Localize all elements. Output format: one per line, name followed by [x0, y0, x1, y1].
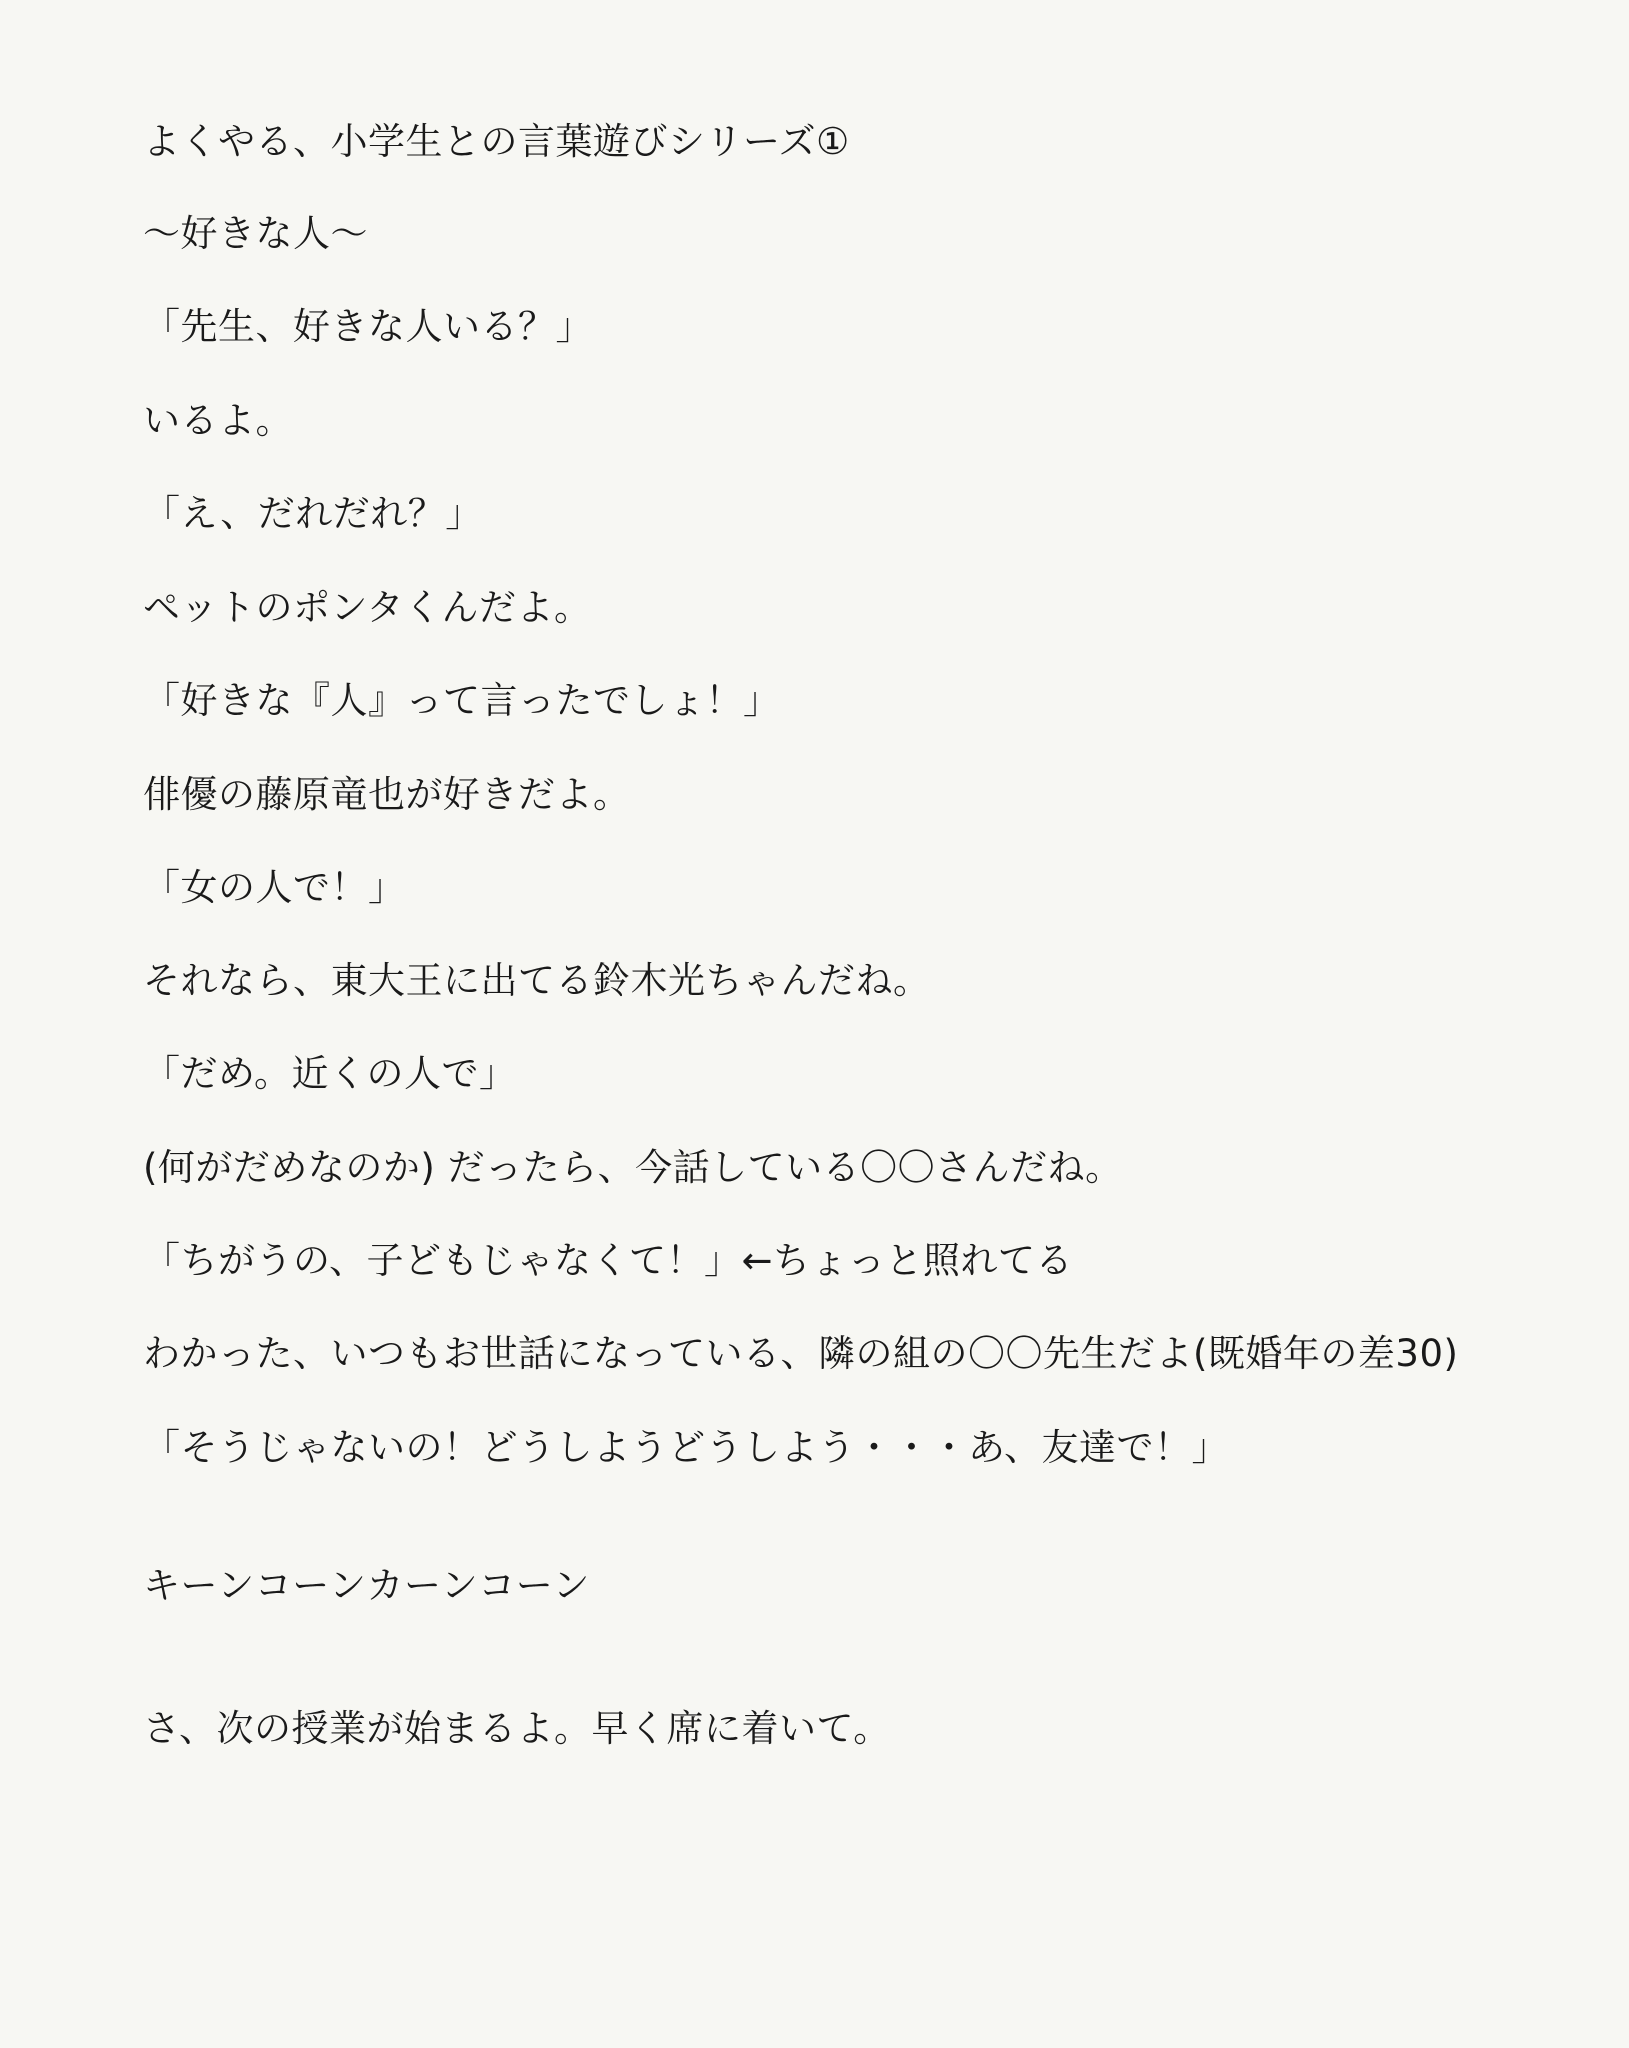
- series-title: よくやる、小学生との言葉遊びシリーズ①: [143, 120, 850, 163]
- text-line: いるよ。: [143, 399, 293, 442]
- text-line: 俳優の藤原竜也が好きだよ。: [143, 773, 631, 816]
- text-line: それなら、東大王に出てる鈴木光ちゃんだね。: [143, 959, 931, 1002]
- closing-line: さ、次の授業が始まるよ。早く席に着いて。: [143, 1707, 891, 1750]
- text-line: ペットのポンタくんだよ。: [143, 586, 592, 629]
- text-line: 「好きな『人』って言ったでしょ！」: [143, 679, 781, 722]
- chime-line: キーンコーンカーンコーン: [143, 1564, 591, 1607]
- topic-subtitle: 〜好きな人〜: [143, 212, 368, 255]
- text-line: わかった、いつもお世話になっている、隣の組の〇〇先生だよ(既婚年の差30): [143, 1332, 1459, 1375]
- text-line: 「そうじゃないの！どうしようどうしよう・・・あ、友達で！」: [143, 1426, 1230, 1469]
- text-line: (何がだめなのか) だったら、今話している〇〇さんだね。: [143, 1146, 1123, 1189]
- text-line: 「ちがうの、子どもじゃなくて！」←ちょっと照れてる: [143, 1239, 1074, 1282]
- text-line: 「え、だれだれ？」: [143, 492, 483, 535]
- text-line: 「だめ。近くの人で」: [143, 1052, 517, 1095]
- text-line: 「女の人で！」: [143, 866, 406, 909]
- text-line: 「先生、好きな人いる？」: [143, 305, 593, 348]
